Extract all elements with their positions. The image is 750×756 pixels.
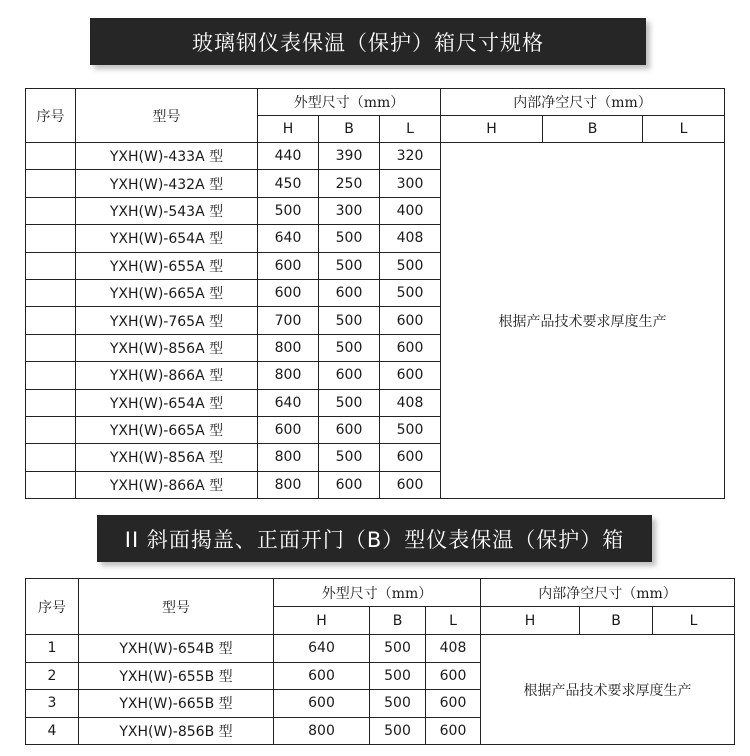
row-outer-h: 640: [258, 225, 319, 252]
row-model: YXH(W)-654A 型: [76, 389, 258, 416]
row-model: YXH(W)-866A 型: [76, 362, 258, 389]
row-outer-b: 600: [319, 471, 380, 498]
row-seq: [26, 471, 76, 498]
inner-h-header: H: [481, 607, 580, 635]
spec-table-type-a: [25, 88, 725, 499]
row-seq: [26, 143, 76, 170]
outer-size-header: 外型尺寸（mm）: [274, 579, 481, 607]
row-outer-b: 500: [370, 635, 426, 663]
inner-l-header: L: [653, 607, 735, 635]
section1-title: 玻璃钢仪表保温（保护）箱尺寸规格: [192, 30, 544, 55]
section2-title-banner: [97, 515, 652, 562]
outer-h-header: H: [258, 116, 319, 143]
row-seq: 2: [26, 662, 79, 690]
section2-title: II 斜面揭盖、正面开门（B）型仪表保温（保护）箱: [124, 527, 625, 552]
row-outer-l: 600: [380, 334, 441, 361]
table-row: [26, 635, 735, 663]
row-outer-b: 390: [319, 143, 380, 170]
row-model: YXH(W)-655A 型: [76, 252, 258, 279]
row-outer-l: 600: [426, 717, 481, 745]
row-outer-h: 450: [258, 170, 319, 197]
row-seq: 1: [26, 635, 79, 663]
row-seq: 4: [26, 717, 79, 745]
row-outer-l: 408: [426, 635, 481, 663]
row-seq: [26, 197, 76, 224]
row-outer-h: 600: [274, 662, 370, 690]
inner-size-header: 内部净空尺寸（mm）: [481, 579, 735, 607]
row-outer-b: 500: [319, 225, 380, 252]
row-seq: [26, 362, 76, 389]
row-seq: [26, 225, 76, 252]
row-model: YXH(W)-654A 型: [76, 225, 258, 252]
row-outer-b: 500: [319, 444, 380, 471]
row-model: YXH(W)-665B 型: [79, 690, 274, 718]
row-outer-h: 600: [258, 416, 319, 443]
outer-l-header: L: [380, 116, 441, 143]
row-outer-h: 440: [258, 143, 319, 170]
row-outer-h: 800: [258, 471, 319, 498]
seq-header: 序号: [26, 579, 79, 635]
row-model: YXH(W)-765A 型: [76, 307, 258, 334]
outer-l-header: L: [426, 607, 481, 635]
section1-title-banner: [90, 18, 646, 65]
row-outer-h: 800: [258, 444, 319, 471]
row-outer-h: 640: [258, 389, 319, 416]
row-seq: [26, 279, 76, 306]
row-outer-l: 500: [380, 252, 441, 279]
row-seq: [26, 416, 76, 443]
row-outer-h: 600: [274, 690, 370, 718]
row-outer-h: 600: [258, 252, 319, 279]
row-outer-l: 400: [380, 197, 441, 224]
row-model: YXH(W)-543A 型: [76, 197, 258, 224]
row-outer-h: 500: [258, 197, 319, 224]
row-outer-h: 700: [258, 307, 319, 334]
inner-b-header: B: [543, 116, 643, 143]
table-row: [26, 143, 725, 170]
inner-size-header: 内部净空尺寸（mm）: [441, 89, 725, 116]
row-seq: [26, 307, 76, 334]
row-outer-h: 600: [258, 279, 319, 306]
row-outer-b: 500: [370, 690, 426, 718]
row-outer-l: 600: [426, 662, 481, 690]
row-model: YXH(W)-856A 型: [76, 444, 258, 471]
row-model: YXH(W)-866A 型: [76, 471, 258, 498]
row-seq: [26, 334, 76, 361]
row-outer-b: 500: [319, 252, 380, 279]
row-model: YXH(W)-856B 型: [79, 717, 274, 745]
spec-table-type-b: [25, 578, 735, 745]
row-seq: 3: [26, 690, 79, 718]
model-header: 型号: [76, 89, 258, 143]
row-outer-h: 640: [274, 635, 370, 663]
row-outer-h: 800: [274, 717, 370, 745]
inner-b-header: B: [580, 607, 653, 635]
row-outer-b: 600: [319, 416, 380, 443]
row-model: YXH(W)-432A 型: [76, 170, 258, 197]
row-seq: [26, 389, 76, 416]
outer-b-header: B: [370, 607, 426, 635]
row-outer-l: 500: [380, 416, 441, 443]
inner-size-note: 根据产品技术要求厚度生产: [481, 635, 735, 745]
row-outer-b: 500: [319, 389, 380, 416]
seq-header: 序号: [26, 89, 76, 143]
row-outer-l: 500: [380, 279, 441, 306]
row-outer-l: 600: [380, 362, 441, 389]
row-outer-b: 500: [370, 717, 426, 745]
row-outer-l: 600: [426, 690, 481, 718]
row-outer-b: 250: [319, 170, 380, 197]
row-model: YXH(W)-665A 型: [76, 279, 258, 306]
row-model: YXH(W)-665A 型: [76, 416, 258, 443]
row-outer-b: 300: [319, 197, 380, 224]
row-outer-b: 500: [370, 662, 426, 690]
row-outer-b: 600: [319, 279, 380, 306]
row-outer-b: 600: [319, 362, 380, 389]
row-outer-l: 600: [380, 471, 441, 498]
inner-l-header: L: [643, 116, 725, 143]
row-outer-h: 800: [258, 334, 319, 361]
row-seq: [26, 252, 76, 279]
row-model: YXH(W)-655B 型: [79, 662, 274, 690]
row-model: YXH(W)-654B 型: [79, 635, 274, 663]
row-outer-l: 600: [380, 444, 441, 471]
inner-size-note: 根据产品技术要求厚度生产: [441, 143, 725, 499]
row-model: YXH(W)-856A 型: [76, 334, 258, 361]
outer-size-header: 外型尺寸（mm）: [258, 89, 441, 116]
row-outer-l: 300: [380, 170, 441, 197]
row-outer-h: 800: [258, 362, 319, 389]
row-outer-l: 320: [380, 143, 441, 170]
model-header: 型号: [79, 579, 274, 635]
row-seq: [26, 444, 76, 471]
outer-h-header: H: [274, 607, 370, 635]
row-outer-b: 500: [319, 307, 380, 334]
outer-b-header: B: [319, 116, 380, 143]
row-outer-b: 500: [319, 334, 380, 361]
inner-h-header: H: [441, 116, 543, 143]
row-outer-l: 408: [380, 389, 441, 416]
row-seq: [26, 170, 76, 197]
row-model: YXH(W)-433A 型: [76, 143, 258, 170]
row-outer-l: 600: [380, 307, 441, 334]
row-outer-l: 408: [380, 225, 441, 252]
